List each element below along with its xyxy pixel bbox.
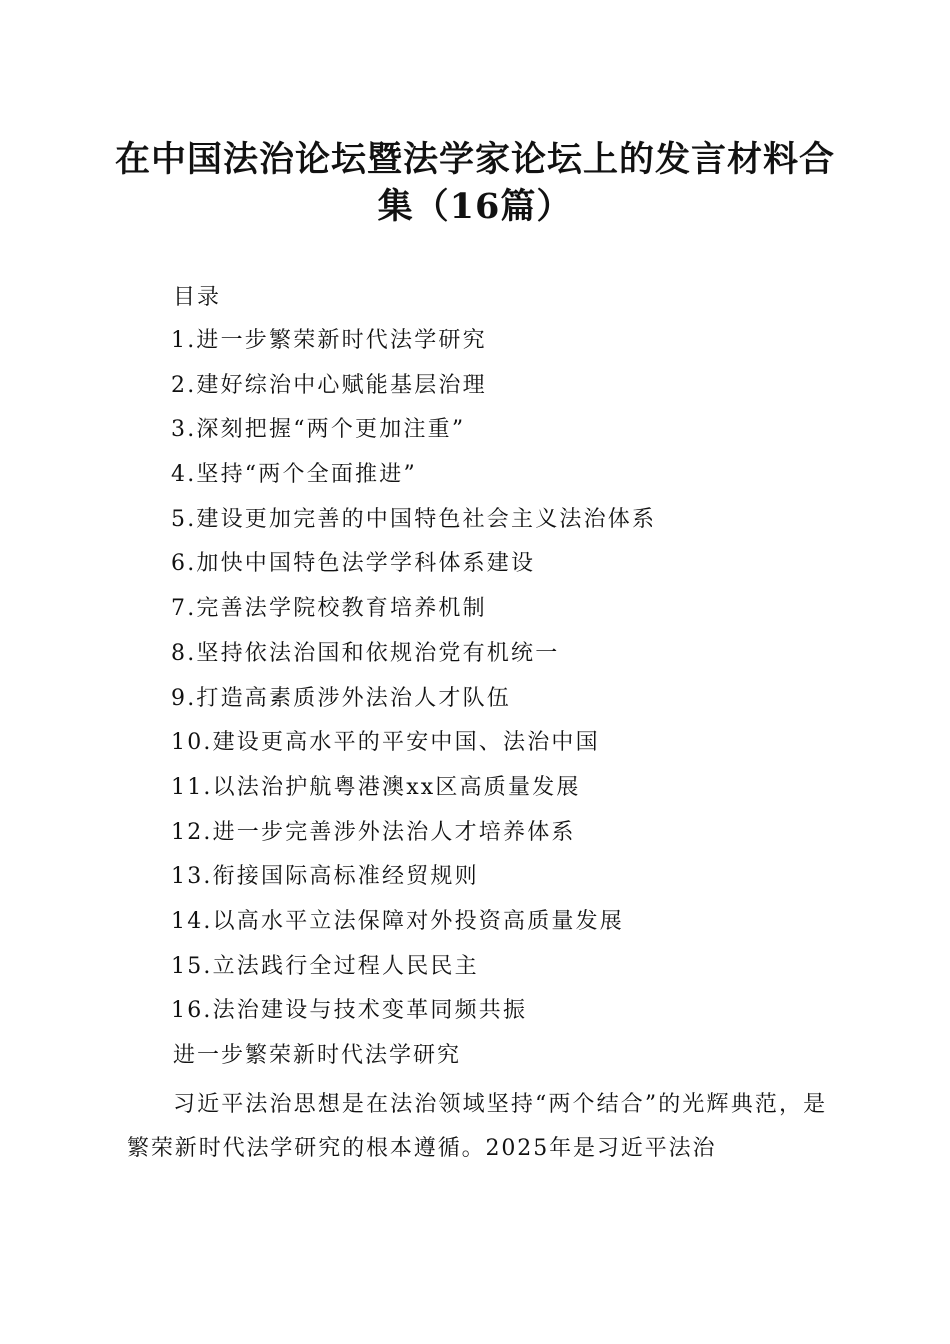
toc-item: 5.建设更加完善的中国特色社会主义法治体系 [171, 506, 657, 532]
toc-item: 16.法治建设与技术变革同频共振 [171, 998, 528, 1024]
section-title: 进一步繁荣新时代法学研究 [173, 1043, 462, 1068]
toc-item: 12.进一步完善涉外法治人才培养体系 [171, 819, 576, 845]
toc-item: 11.以法治护航粤港澳xx区高质量发展 [171, 774, 581, 800]
table-of-contents [171, 326, 656, 1041]
toc-item: 3.深刻把握“两个更加注重” [171, 417, 466, 443]
document-title-line-1: 在中国法治论坛暨法学家论坛上的发言材料合 [114, 139, 835, 180]
body-paragraph: 习近平法治思想是在法治领域坚持“两个结合”的光辉典范，是繁荣新时代法学研究的根本遵循。2025年是习近平法治 [127, 1092, 827, 1161]
toc-item: 6.加快中国特色法学学科体系建设 [171, 551, 536, 577]
toc-item: 13.衔接国际高标准经贸规则 [171, 864, 479, 890]
toc-item: 4.坚持“两个全面推进” [171, 462, 417, 488]
toc-item: 7.完善法学院校教育培养机制 [171, 596, 487, 622]
toc-item: 8.坚持依法治国和依规治党有机统一 [171, 640, 560, 666]
toc-item: 1.进一步繁荣新时代法学研究 [171, 328, 487, 353]
toc-item: 9.打造高素质涉外法治人才队伍 [171, 685, 511, 711]
toc-item: 14.以高水平立法保障对外投资高质量发展 [171, 908, 624, 934]
toc-item: 15.立法践行全过程人民民主 [171, 953, 479, 979]
toc-item: 10.建设更高水平的平安中国、法治中国 [171, 730, 600, 756]
document-title-line-2: 集（16篇） [377, 186, 573, 227]
toc-item: 2.建好综治中心赋能基层治理 [171, 372, 487, 398]
toc-heading: 目录 [173, 285, 222, 310]
